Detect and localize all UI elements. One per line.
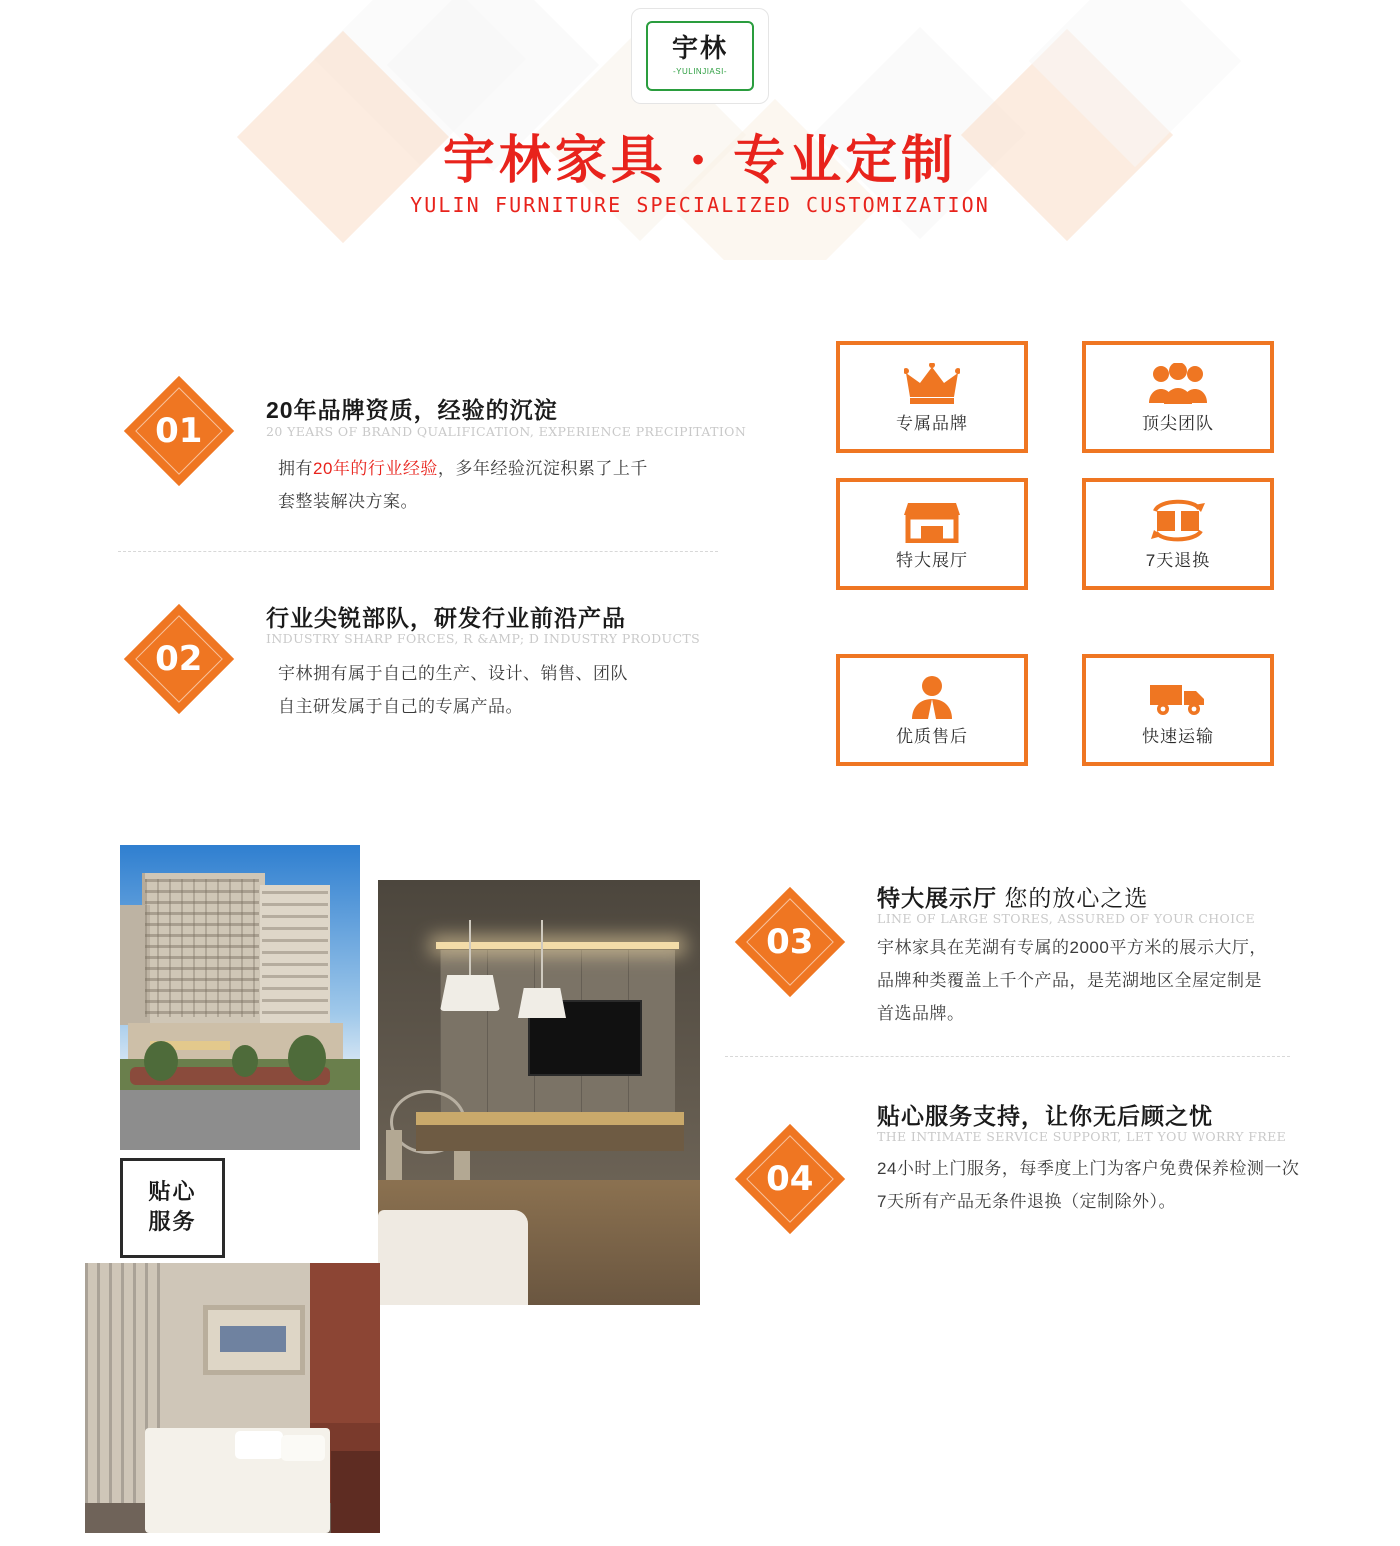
building-photo [120,845,360,1150]
feature-title-03 [877,880,1148,913]
icon-cell-label: 顶尖团队 [1142,413,1214,433]
team-icon [1148,361,1208,407]
feature-title-02: 行业尖锐部队，研发行业前沿产品 [266,605,626,631]
logo-pinyin-text: -YULINJIASI- [672,67,727,76]
feature-body-01-line2: 套整装解决方案。 [278,492,418,511]
feature-title-03-rest: 您的放心之选 [1004,885,1149,911]
icon-cell-team[interactable] [1082,341,1274,453]
feature-number-03: 03 [766,921,814,962]
page-title: 宇林家具 · 专业定制 [442,130,958,191]
living-room-photo [378,880,700,1305]
feature-body-01-pre: 拥有 [278,459,313,478]
feature-badge-04 [735,1124,845,1234]
page-header [0,0,1400,260]
feature-title-01: 20年品牌资质，经验的沉淀 [266,397,558,423]
feature-body-03-line3: 首选品牌。 [877,1004,965,1023]
icon-cell-label: 专属品牌 [896,413,968,433]
feature-body-03-line2: 品牌种类覆盖上千个产品，是芜湖地区全屋定制是 [877,971,1262,990]
feature-body-04-line2: 7天所有产品无条件退换（定制除外）。 [877,1192,1176,1211]
logo-frame [646,21,754,91]
feature-body-03 [877,931,1347,1030]
feature-english-02: INDUSTRY SHARP FORCES, R &AMP; D INDUSTRY PRODUCTS [266,631,701,646]
feature-number-04: 04 [766,1158,814,1199]
feature-body-04 [877,1152,1377,1218]
service-badge [120,1158,225,1258]
feature-body-02-line1: 宇林拥有属于自己的生产、设计、销售、团队 [278,664,628,683]
icon-cell-return[interactable] [1082,478,1274,590]
feature-body-03-line1: 宇林家具在芜湖有专属的2000平方米的展示大厅， [877,938,1267,957]
icon-cell-label: 优质售后 [896,726,968,746]
truck-icon [1148,674,1208,720]
icon-cell-brand[interactable] [836,341,1028,453]
service-badge-line1: 贴心 [148,1180,197,1205]
icon-cell-label: 特大展厅 [896,550,968,570]
feature-title-04: 贴心服务支持，让你无后顾之忧 [877,1103,1213,1129]
feature-badge-02 [124,604,234,714]
feature-body-01-highlight: 20年的行业经验 [313,459,438,478]
feature-body-01 [278,452,748,518]
brand-logo [631,8,769,104]
feature-body-04-line1: 24小时上门服务，每季度上门为客户免费保养检测一次 [877,1159,1300,1178]
bedroom-photo [85,1263,380,1533]
icon-cell-label: 7天退换 [1145,550,1211,570]
icon-cell-label: 快速运输 [1142,726,1214,746]
feature-badge-03 [735,887,845,997]
feature-number-01: 01 [155,410,203,451]
service-badge-line2: 服务 [148,1210,197,1235]
feature-english-01: 20 YEARS OF BRAND QUALIFICATION, EXPERIENCE PRECIPITATION [266,424,747,439]
icon-cell-shipping[interactable] [1082,654,1274,766]
feature-body-01-post: ，多年经验沉淀积累了上千 [437,459,648,478]
page-subtitle: YULIN FURNITURE SPECIALIZED CUSTOMIZATION [410,193,990,217]
feature-number-02: 02 [155,638,203,679]
crown-icon [904,361,960,407]
section-divider [118,551,718,552]
icon-cell-showroom[interactable] [836,478,1028,590]
return-icon [1149,498,1207,544]
feature-english-03: LINE OF LARGE STORES, ASSURED OF YOUR CHOICE [877,911,1255,926]
feature-body-02 [278,657,748,723]
store-icon [904,498,960,544]
logo-chinese-text: 宇林 [671,34,728,64]
feature-english-04: THE INTIMATE SERVICE SUPPORT, LET YOU WORRY FREE [877,1129,1287,1144]
section-divider [725,1056,1290,1057]
icon-cell-aftersales[interactable] [836,654,1028,766]
feature-badge-01 [124,376,234,486]
feature-title-03-strong: 特大展示厅 [877,885,997,911]
agent-icon [907,674,957,720]
feature-body-02-line2: 自主研发属于自己的专属产品。 [278,697,523,716]
